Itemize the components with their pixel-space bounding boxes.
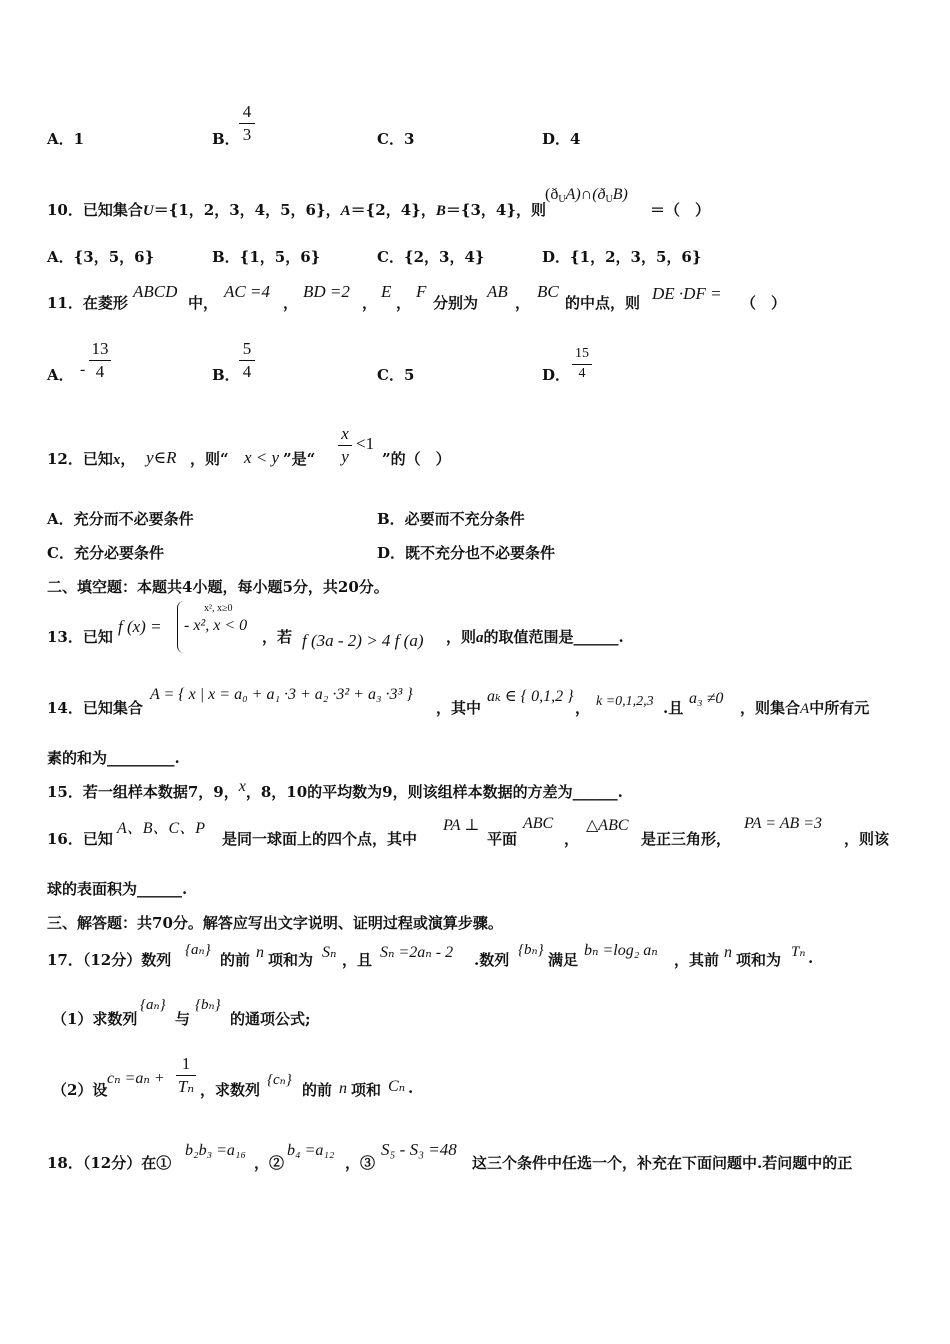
q10-expr-start: (ð: [545, 186, 559, 203]
q17-eq: Sₙ =2aₙ - 2: [380, 944, 454, 961]
q10-option-b: B．{1，5，6}: [212, 248, 321, 266]
q16-text1: 是同一球面上的四个点，其中: [222, 830, 418, 848]
q10-a-set: ＝{2，4}，: [350, 201, 436, 219]
q14-lead: 14．已知集合: [47, 699, 143, 717]
q9-option-a: A．1: [47, 130, 85, 148]
q12-lead: [47, 448, 135, 469]
q13-ze: ，则: [446, 628, 477, 646]
q10-a: A: [340, 203, 351, 219]
q17-n2: n: [724, 944, 732, 961]
q17-end: .: [808, 949, 814, 967]
q11-bd: BD =2: [303, 282, 350, 301]
q17-part1-bn: {bₙ}: [195, 997, 221, 1013]
q17-part2-n: n: [339, 1080, 347, 1097]
q17-n: n: [256, 944, 264, 961]
fraction-bar: [338, 445, 352, 446]
q11-question: [47, 292, 128, 313]
fraction-numerator: 5: [242, 339, 252, 358]
q14-qie: .且: [663, 699, 684, 717]
q14-line-2: 素的和为_________.: [47, 749, 180, 767]
q11-option-a-fraction: [89, 339, 111, 381]
q15-x: x: [238, 778, 246, 795]
q9-option-c: C．3: [377, 130, 415, 148]
q17-qie: ，且: [342, 951, 373, 969]
q14-k: k =0,1,2,3: [596, 694, 654, 709]
q11-lead: 11．在菱形: [47, 294, 128, 312]
q10-lead: 10．已知集合: [47, 201, 143, 219]
q11-ab: AB: [487, 282, 508, 301]
q11-abcd: ABCD: [133, 282, 178, 301]
fraction-denominator: Tₙ: [177, 1077, 195, 1096]
q17-text2: 项和为: [268, 951, 314, 969]
q11-option-b: B．: [212, 366, 240, 384]
q17-part2-text3: 项和: [351, 1081, 382, 1099]
q16-abc: ABC: [523, 815, 554, 832]
q10-expr-sub-u: U: [558, 194, 566, 205]
q11-option-d-fraction: [572, 346, 592, 382]
q16-points: A、B、C、P: [117, 820, 205, 837]
q18-sep-1: ，②: [254, 1154, 285, 1172]
q13-case-2: - x², x < 0: [184, 617, 248, 634]
fraction-bar: [572, 364, 592, 365]
q14-A: A: [800, 701, 810, 717]
q10-b-set: ＝{3，4}，则: [445, 201, 547, 219]
q10-question: [47, 199, 546, 220]
q17-part2-text: ，求数列: [200, 1081, 261, 1099]
q17-part1-lead: （1）求数列: [52, 1010, 138, 1028]
fraction-denominator: 4: [242, 362, 252, 381]
q17-sn: Sₙ: [322, 944, 337, 961]
q17-part1-yu: 与: [175, 1010, 191, 1028]
q10-u-set: ＝{1，2，3，4，5，6}，: [153, 201, 341, 219]
q15-text2: ，8，10的平均数为9，则该组样本数据的方差为______.: [245, 783, 623, 801]
q11-comma4: ，: [515, 294, 531, 312]
q11-mid: 的中点，则: [565, 294, 641, 312]
q18-cond-1: b₂b₃ =a₁₆: [185, 1142, 247, 1159]
q10-expr-mid: A)∩(ð: [565, 186, 606, 203]
q11-bc: BC: [537, 282, 559, 301]
fraction-numerator: x: [341, 424, 349, 443]
fraction-denominator: 3: [242, 125, 252, 144]
q12-tail: ”的（ ）: [382, 450, 451, 468]
q11-option-c: C．5: [377, 366, 415, 384]
q18-cond-3: S₅ - S₃ =48: [381, 1140, 457, 1159]
q16-lead: 16．已知: [47, 830, 113, 848]
q17-part2-end: .: [408, 1079, 414, 1097]
q14-ak: aₖ ∈ { 0,1,2 }: [487, 688, 574, 705]
q16-plane: 平面: [487, 830, 518, 848]
q17-part1-an: {aₙ}: [140, 997, 166, 1013]
q11-ac: AC =4: [224, 282, 270, 301]
q17-text3: .数列: [474, 951, 510, 969]
q17-tn: Tₙ: [791, 944, 806, 960]
q12-option-d: D．既不充分也不必要条件: [377, 544, 556, 562]
q17-bn: {bₙ}: [518, 942, 544, 958]
q11-tail: （ ）: [741, 294, 787, 312]
q12-shi: ”是“: [283, 450, 316, 468]
fraction-denominator: y: [341, 447, 349, 466]
fraction-denominator: 4: [95, 362, 105, 381]
q18-tail: 这三个条件中任选一个，补充在下面问题中.若问题中的正: [472, 1154, 853, 1172]
fraction-bar: [176, 1075, 196, 1076]
q13-inequality: f (3a - 2) > 4 f (a): [302, 631, 424, 650]
q17-part2-cnset: {cₙ}: [267, 1072, 292, 1088]
q13-lead: 13．已知: [47, 628, 113, 646]
q17-an: {aₙ}: [185, 942, 211, 958]
q10-option-c: C．{2，3，4}: [377, 248, 485, 266]
q11-zhong: 中，: [188, 294, 219, 312]
q10-b: B: [435, 203, 446, 219]
q12-comma: ，: [120, 450, 136, 468]
q17-part2-text2: 的前: [302, 1081, 333, 1099]
q10-u: U: [142, 203, 154, 219]
q9-option-b-fraction: [239, 102, 255, 144]
q17-text4: 满足: [548, 951, 579, 969]
q12-option-b: B．必要而不充分条件: [377, 510, 525, 528]
fraction-bar: [239, 360, 255, 361]
fraction-bar: [239, 123, 255, 124]
q17-part2-fraction: [176, 1054, 196, 1096]
q12-lead-text: 12．已知: [47, 450, 113, 468]
q13-fx: f (x) =: [118, 617, 162, 636]
q12-x: x: [112, 452, 121, 468]
q12-option-a: A．充分而不必要条件: [47, 510, 194, 528]
q13-a: a: [476, 630, 484, 646]
q11-e: E: [381, 282, 392, 301]
q12-x-lt-y: x < y: [244, 448, 280, 467]
q16-pa: PA ⊥: [443, 817, 480, 834]
q17-eq2: bₙ =log₂ aₙ: [584, 942, 658, 959]
fraction-numerator: 1: [181, 1054, 191, 1073]
q14-tail-text: ，则集合: [740, 699, 801, 717]
q12-y-in-r: y∈R: [146, 448, 177, 467]
q11-comma2: ，: [362, 294, 378, 312]
section-2-heading: 二、填空题：本题共4小题，每小题5分，共20分。: [47, 578, 389, 596]
fraction-numerator: 15: [575, 346, 589, 361]
section-3-heading: 三、解答题：共70分。解答应写出文字说明、证明过程或演算步骤。: [47, 914, 503, 932]
q14-set: A = { x | x = a₀ + a₁ ·3 + a₂ ·3² + a₃ ·3³ }: [150, 686, 413, 703]
q14-comma: ，: [575, 699, 591, 717]
fraction-bar: [89, 360, 111, 361]
q17-text1: 的前: [220, 951, 251, 969]
q11-dedf: DE ·DF =: [652, 284, 722, 303]
q12-option-c: C．充分必要条件: [47, 544, 164, 562]
q12-fraction: [338, 424, 352, 466]
q10-expr-sub-u2: U: [605, 194, 613, 205]
q17-part2-cn: cₙ =aₙ +: [107, 1070, 165, 1087]
q17-part1-tail: 的通项公式;: [230, 1010, 311, 1028]
q12-ze: ，则“: [190, 450, 229, 468]
q14-tail: [740, 697, 869, 718]
q10-expr-end: B): [612, 186, 628, 203]
q16-text2: 是正三角形，: [641, 830, 732, 848]
q17-text5: ，其前: [674, 951, 720, 969]
q11-option-a: A．: [47, 366, 74, 384]
q16-tail: ，则该: [844, 830, 890, 848]
q13-tail-text: 的取值范围是______.: [483, 628, 624, 646]
q9-option-d: D．4: [542, 130, 581, 148]
q18-sep-2: ，③: [345, 1154, 376, 1172]
q14-tail2: 中所有元: [809, 699, 870, 717]
q17-text6: 项和为: [736, 951, 782, 969]
q13-brace: [177, 601, 184, 653]
q17-part2-Cn: Cₙ: [388, 1078, 406, 1095]
q13-ruo: ，若: [262, 628, 293, 646]
q11-f: F: [416, 282, 427, 301]
q17-lead: 17．（12分）数列: [47, 951, 172, 969]
q11-option-a-sign: -: [80, 361, 86, 378]
q18-cond-2: b₄ =a₁₂: [287, 1142, 335, 1159]
q11-option-d: D．: [542, 366, 571, 384]
fraction-numerator: 4: [242, 102, 252, 121]
q16-line-2: 球的表面积为______.: [47, 880, 188, 898]
q10-option-a: A．{3，5，6}: [47, 248, 155, 266]
q15: [47, 778, 623, 802]
q13-tail: [446, 626, 624, 647]
q11-option-b-fraction: [239, 339, 255, 381]
q11-comma3: ，: [396, 294, 412, 312]
q14-qizhong: ，其中: [436, 699, 482, 717]
q16-eq: PA = AB =3: [744, 815, 823, 832]
q15-text1: 15．若一组样本数据7，9，: [47, 783, 239, 801]
q11-fen: 分别为: [433, 294, 479, 312]
q10-option-d: D．{1，2，3，5，6}: [542, 248, 702, 266]
q13-case-1: x², x≥0: [204, 603, 233, 614]
q16-comma: ，: [564, 830, 580, 848]
q18-lead: 18．（12分）在①: [47, 1154, 172, 1172]
q10-complement-expression: [545, 186, 628, 205]
q9-option-b: B．: [212, 130, 240, 148]
q17-part2-lead: （2）设: [52, 1081, 108, 1099]
q10-tail: ＝（ ）: [650, 201, 711, 219]
q11-comma1: ，: [283, 294, 299, 312]
q14-a3: a₃ ≠0: [689, 690, 724, 707]
fraction-denominator: 4: [578, 366, 586, 381]
fraction-numerator: 13: [91, 339, 109, 358]
q12-lt-1: <1: [356, 434, 375, 453]
q16-triangle: △ABC: [586, 817, 629, 834]
